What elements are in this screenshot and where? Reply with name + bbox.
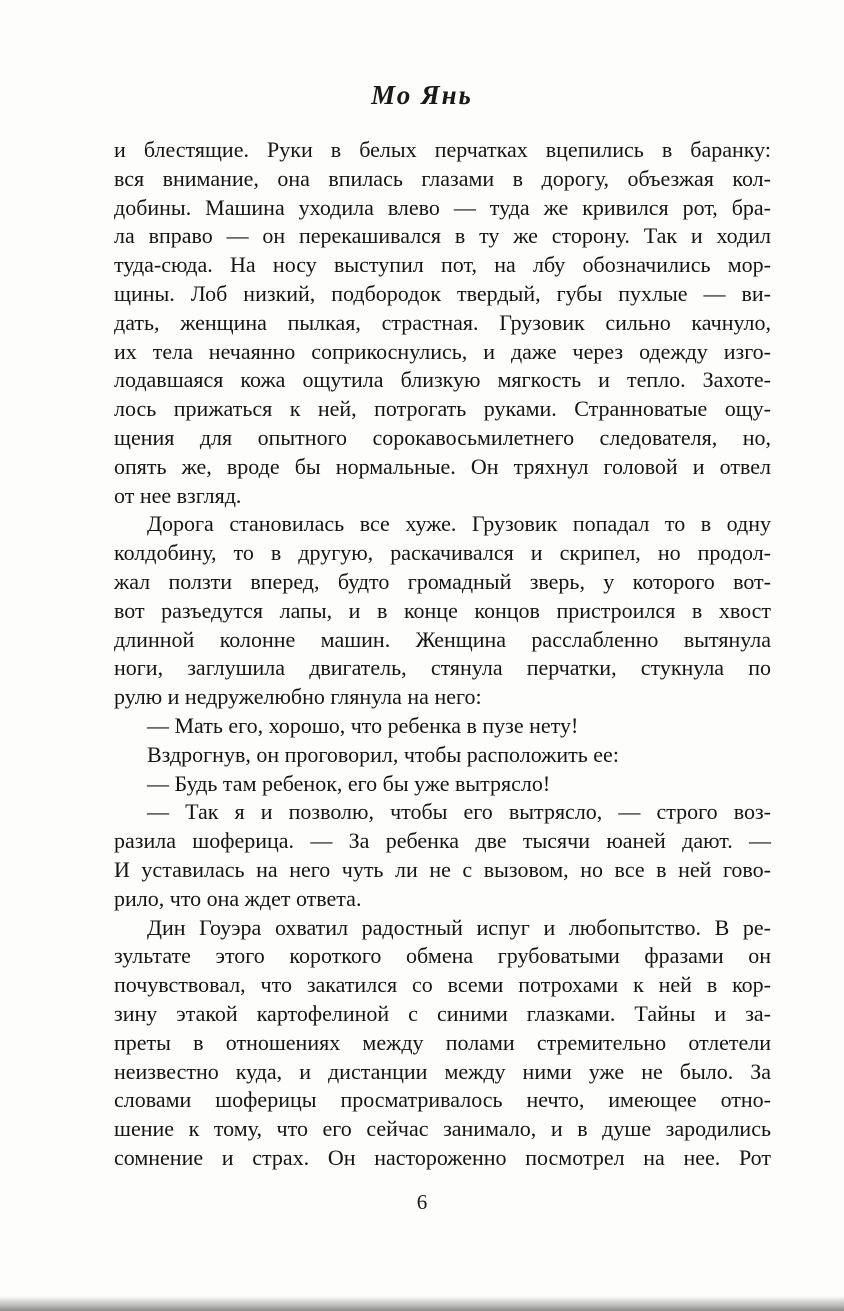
text-line: щины. Лоб низкий, подбородок твердый, губы пухлые — ви- [114,280,771,306]
text-line: Дин Гоуэра охватил радостный испуг и любопытство. В ре- [147,914,771,940]
text-line: туда-сюда. На носу выступил пот, на лбу обозначились мор- [114,252,771,278]
text-line: почувствовал, что закатился со всеми потрохами к ней в кор- [114,972,771,998]
paragraph [114,510,771,712]
text-line: неизвестно куда, и дистанции между ними уже не было. За [114,1058,771,1084]
text-line: зину этакой картофелиной с синими глазками. Тайны и за- [114,1000,771,1026]
text-line: — Мать его, хорошо, что ребенка в пузе нету! [147,712,579,738]
text-line: лось прижаться к ней, потрогать руками. Странноватые ощу- [114,396,771,422]
text-line: — Будь там ребенок, его бы уже вытрясло! [147,770,551,796]
text-line: ла вправо — он перекашивался в ту же сторону. Так и ходил [114,223,771,249]
text-line: дать, женщина пылкая, страстная. Грузовик сильно качнуло, [114,309,771,335]
text-line: преты в отношениях между полами стремительно отлетели [114,1029,771,1055]
text-line: зультате этого короткого обмена грубоватыми фразами он [114,943,771,969]
text-line: их тела нечаянно соприкоснулись, и даже через одежду изго- [114,338,771,364]
text-line: Вздрогнув, он проговорил, чтобы расположить ее: [147,741,619,767]
text-line: от нее взгляд. [114,482,242,508]
running-head-author: Мо Янь [371,80,473,110]
page-bottom-edge [0,1296,844,1311]
text-line: рило, что она ждет ответа. [114,885,362,911]
paragraph [114,136,771,510]
page-number: 6 [416,1190,428,1214]
text-line: лодавшаяся кожа ощутила близкую мягкость и тепло. Захоте- [114,367,771,393]
text-line: колдобину, то в другую, раскачивался и скрипел, но продол- [114,540,771,566]
text-line: — Так я и позволю, чтобы его вытрясло, — строго воз- [147,799,771,825]
text-line: вот разъедутся лапы, и в конце концов пристроился в хвост [114,597,771,623]
text-line: шение к тому, что его сейчас занимало, и в душе зародились [114,1116,771,1142]
text-line: словами шоферицы просматривалось нечто, имеющее отно- [114,1087,771,1113]
paragraph [114,798,771,913]
paragraph [114,712,771,741]
text-line: опять же, вроде бы нормальные. Он тряхнул головой и отвел [114,453,771,479]
text-line: ноги, заглушила двигатель, стянула перчатки, стукнула по [114,655,771,681]
text-line: разила шоферица. — За ребенка две тысячи юаней дают. — [114,828,771,854]
text-line: сомнение и страх. Он настороженно посмотрел на нее. Рот [114,1144,771,1170]
paragraph [114,914,771,1173]
text-line: Дорога становилась все хуже. Грузовик попадал то в одну [147,511,771,537]
text-line: добины. Машина уходила влево — туда же кривился рот, бра- [114,194,771,220]
text-line: длинной колонне машин. Женщина расслабленно вытянула [114,626,771,652]
body-text [114,136,771,1173]
paragraph [114,770,771,799]
text-line: и блестящие. Руки в белых перчатках вцепились в баранку: [114,137,771,162]
text-line: И уставилась на него чуть ли не с вызовом, но все в ней гово- [114,856,771,882]
text-line: вся внимание, она впилась глазами в дорогу, объезжая кол- [114,165,771,191]
text-line: щения для опытного сорокавосьмилетнего следователя, но, [114,424,771,450]
text-line: рулю и недружелюбно глянула на него: [114,684,482,710]
text-line: жал ползти вперед, будто громадный зверь, у которого вот- [114,568,771,594]
paragraph [114,741,771,770]
